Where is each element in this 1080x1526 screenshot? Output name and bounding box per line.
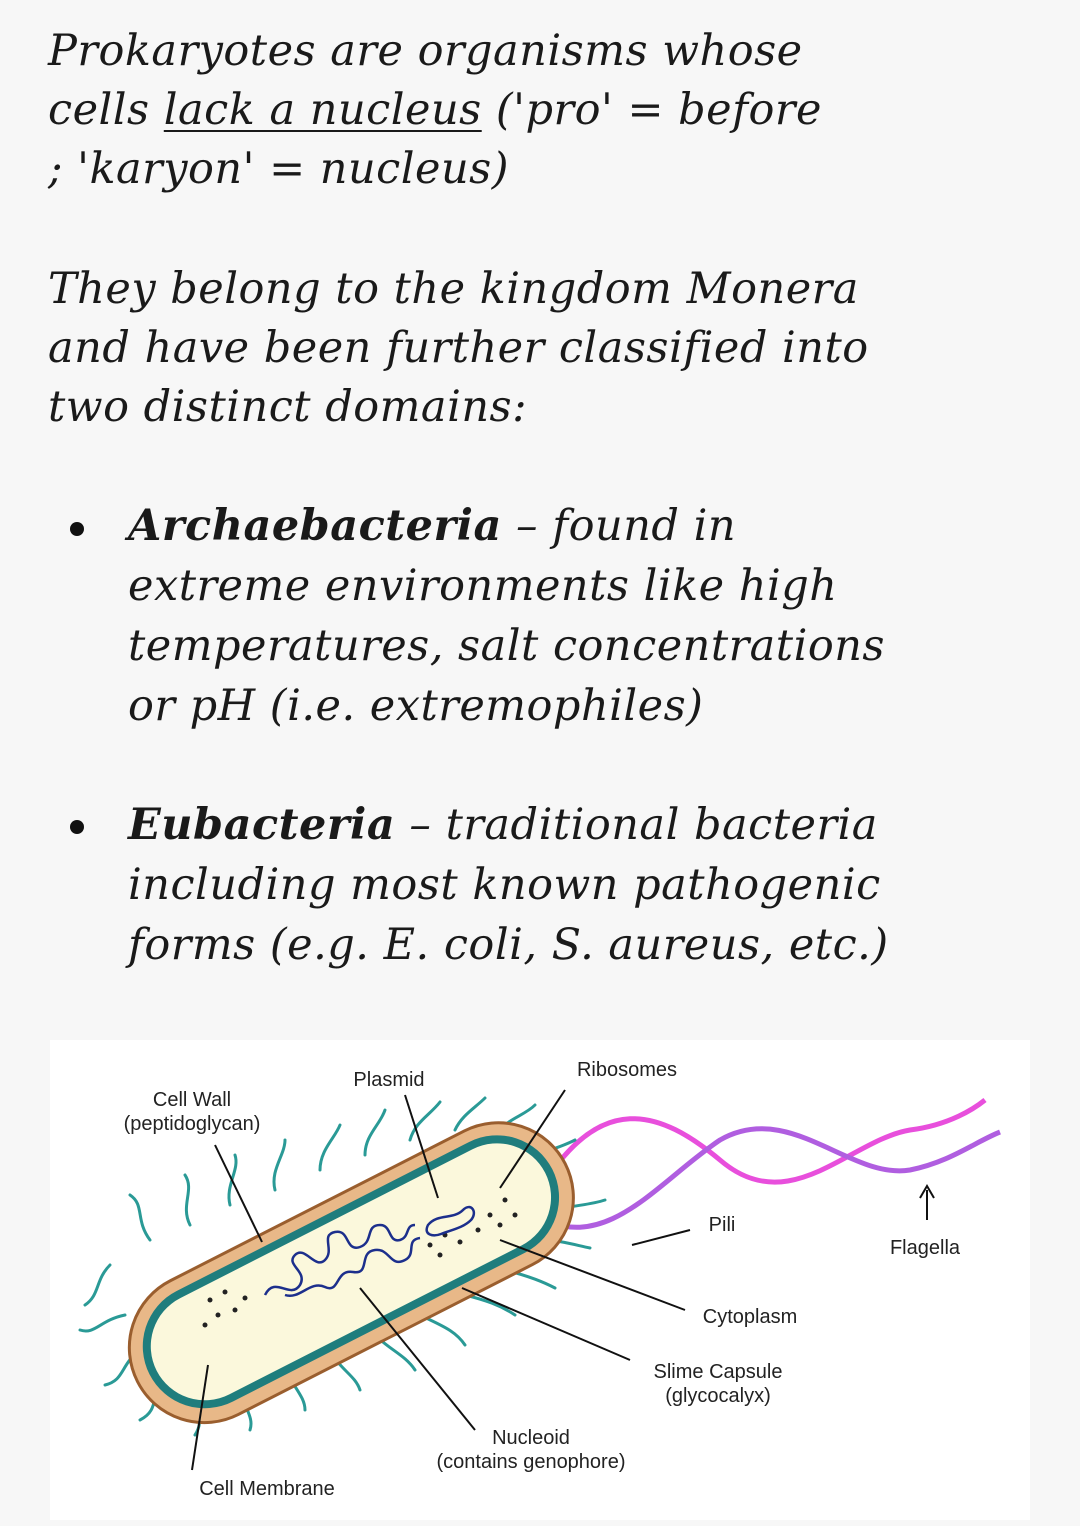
label-slime-capsule: Slime Capsule (653, 1361, 783, 1383)
intro-line-2-pre: cells (48, 85, 164, 135)
label-flagella: Flagella (889, 1237, 961, 1259)
label-nucleoid: Nucleoid (492, 1427, 570, 1449)
label-pili: Pili (708, 1214, 736, 1236)
archaebacteria-item (128, 496, 1028, 736)
kingdom-line-1: They belong to the kingdom Monera (48, 264, 859, 314)
archaebacteria-line-4: or pH (i.e. extremophiles) (128, 681, 704, 731)
label-slime-capsule-sub: (glycocalyx) (665, 1385, 771, 1407)
archaebacteria-line-2: extreme environments like high (128, 561, 838, 611)
lack-nucleus-underlined: lack a nucleus (163, 85, 482, 135)
archaebacteria-term: Archaebacteria (128, 501, 502, 551)
archaebacteria-line-1: – found in (501, 501, 737, 551)
eubacteria-line-2: including most known pathogenic (128, 860, 881, 910)
bullet-dot (70, 820, 84, 834)
kingdom-paragraph (48, 260, 1048, 437)
eubacteria-term: Eubacteria (128, 800, 396, 850)
intro-line-1: Prokaryotes are organisms whose (48, 26, 803, 76)
bullet-dot (70, 522, 84, 536)
label-cell-wall-sub: (peptidoglycan) (123, 1113, 261, 1135)
label-nucleoid-sub: (contains genophore) (436, 1451, 626, 1473)
intro-line-3: ; 'karyon' = nucleus) (48, 144, 509, 194)
label-cytoplasm: Cytoplasm (702, 1306, 798, 1328)
eubacteria-item (128, 795, 1028, 975)
label-cell-membrane: Cell Membrane (199, 1478, 335, 1500)
intro-paragraph (48, 22, 1048, 199)
label-ribosomes: Ribosomes (576, 1059, 678, 1081)
archaebacteria-line-3: temperatures, salt concentrations (128, 621, 885, 671)
bacterium-diagram (0, 1030, 1080, 1526)
kingdom-line-3: two distinct domains: (48, 382, 528, 432)
eubacteria-line-3: forms (e.g. E. coli, S. aureus, etc.) (128, 920, 889, 970)
label-plasmid: Plasmid (353, 1069, 425, 1091)
label-cell-wall: Cell Wall (152, 1089, 232, 1111)
intro-line-2-post: ('pro' = before (481, 85, 822, 135)
eubacteria-line-1: – traditional bacteria (395, 800, 878, 850)
kingdom-line-2: and have been further classified into (48, 323, 869, 373)
